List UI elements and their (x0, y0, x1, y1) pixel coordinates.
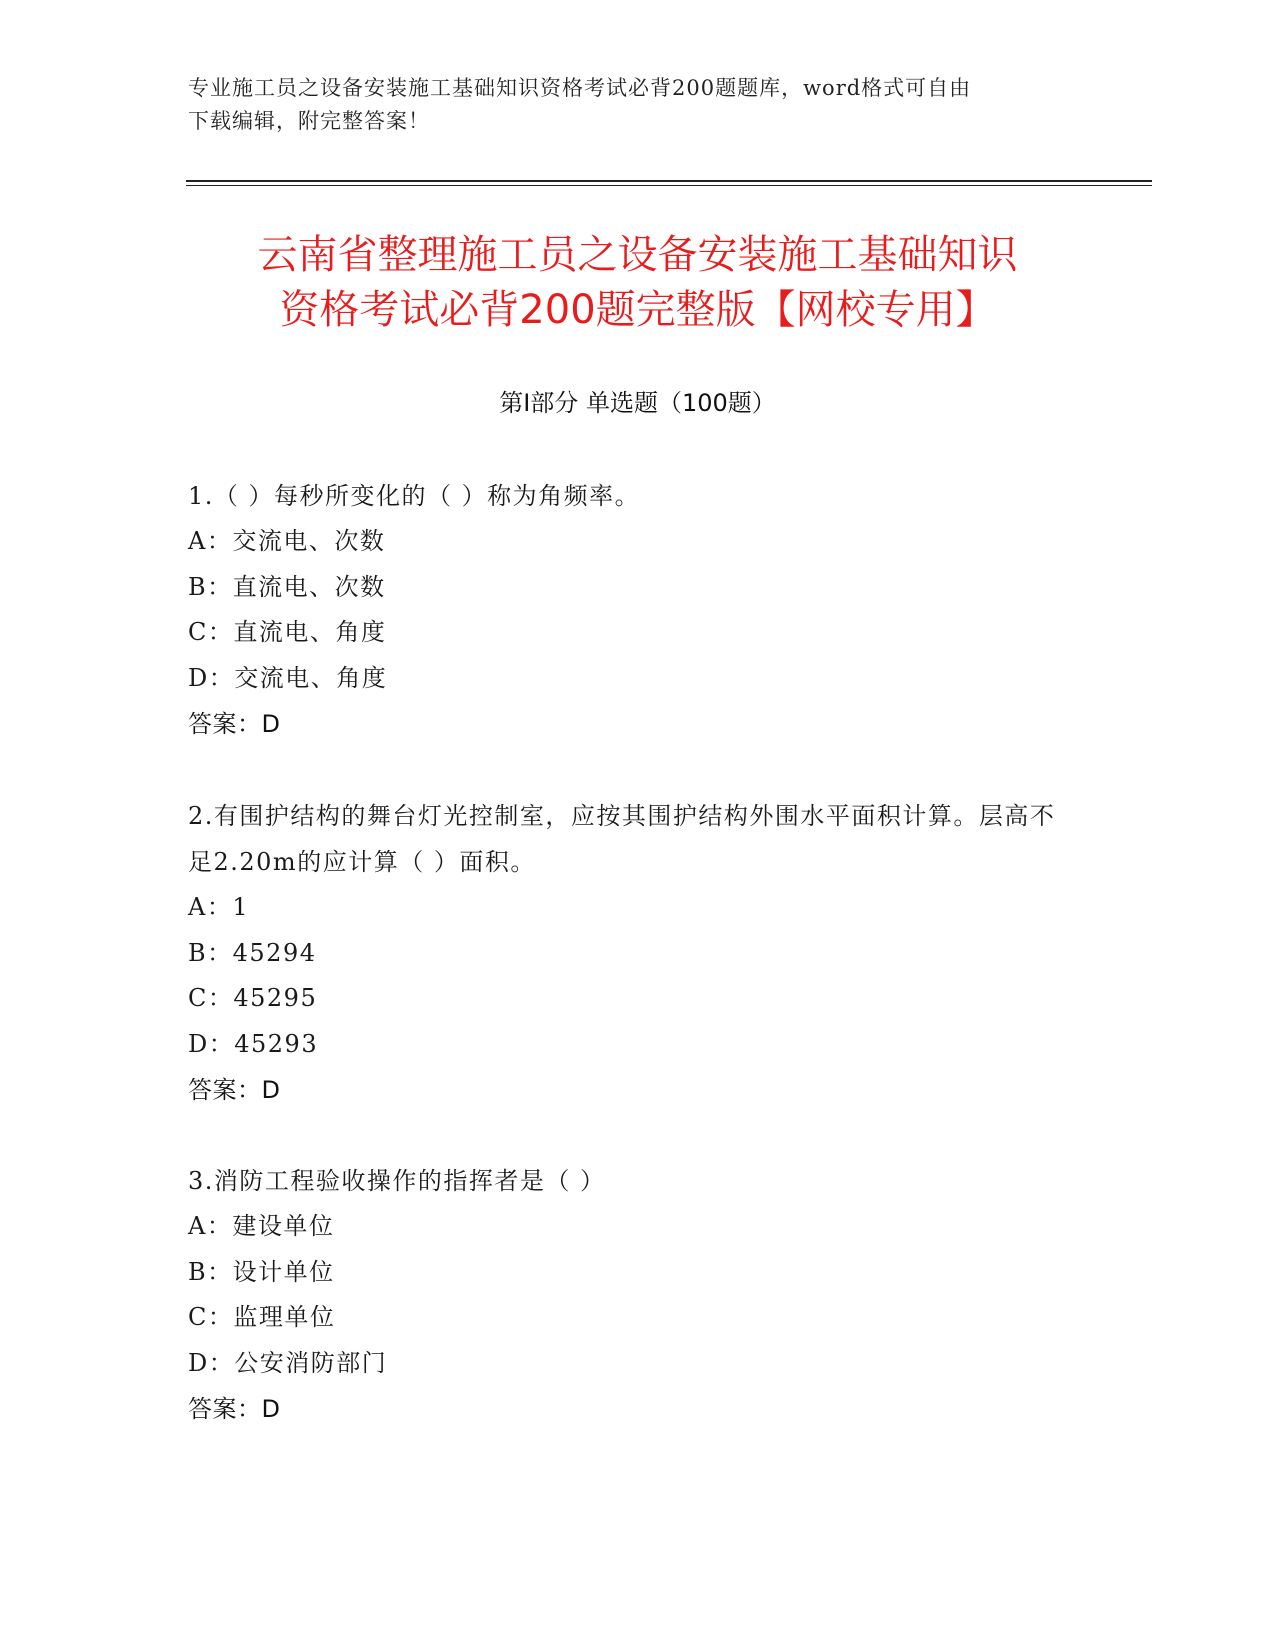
option-b: B：45294 (188, 938, 317, 967)
option-c: C：45295 (188, 984, 318, 1012)
header-line-1: 专业施工员之设备安装施工基础知识资格考试必背200题题库，word格式可自由 (188, 76, 972, 100)
option-a: A：1 (188, 893, 250, 921)
option-a: A：建设单位 (188, 1212, 335, 1240)
header-divider-thin (186, 185, 1152, 186)
question-2 (188, 793, 1068, 1113)
header-divider-thick (186, 180, 1152, 182)
option-d: D：公安消防部门 (188, 1348, 388, 1377)
question-stem: 3.消防工程验收操作的指挥者是（ ） (188, 1167, 606, 1195)
option-b: B：直流电、次数 (188, 572, 386, 601)
option-d: D：交流电、角度 (188, 663, 388, 692)
option-c: C：监理单位 (188, 1303, 336, 1331)
question-stem: 2.有围护结构的舞台灯光控制室，应按其围护结构外围水平面积计算。层高不足2.20m的应计算（ ）面积。 (188, 802, 1056, 876)
question-stem: 1.（ ）每秒所变化的（ ）称为角频率。 (188, 482, 641, 510)
answer: 答案：D (188, 710, 281, 738)
option-b: B：设计单位 (188, 1257, 335, 1286)
option-a: A：交流电、次数 (188, 527, 386, 555)
answer: 答案：D (188, 1395, 281, 1423)
document-title (150, 228, 1125, 338)
question-1 (188, 473, 1068, 747)
answer: 答案：D (188, 1076, 281, 1104)
title-line-2: 资格考试必背200题完整版【网校专用】 (279, 287, 996, 333)
option-c: C：直流电、角度 (188, 618, 387, 646)
question-3 (188, 1158, 1068, 1432)
header-line-2: 下载编辑，附完整答案！ (188, 109, 430, 133)
option-d: D：45293 (188, 1029, 319, 1058)
section-heading: 第Ⅰ部分 单选题（100题） (499, 389, 776, 417)
title-line-1: 云南省整理施工员之设备安装施工基础知识 (257, 232, 1018, 278)
document-header (188, 72, 1088, 138)
